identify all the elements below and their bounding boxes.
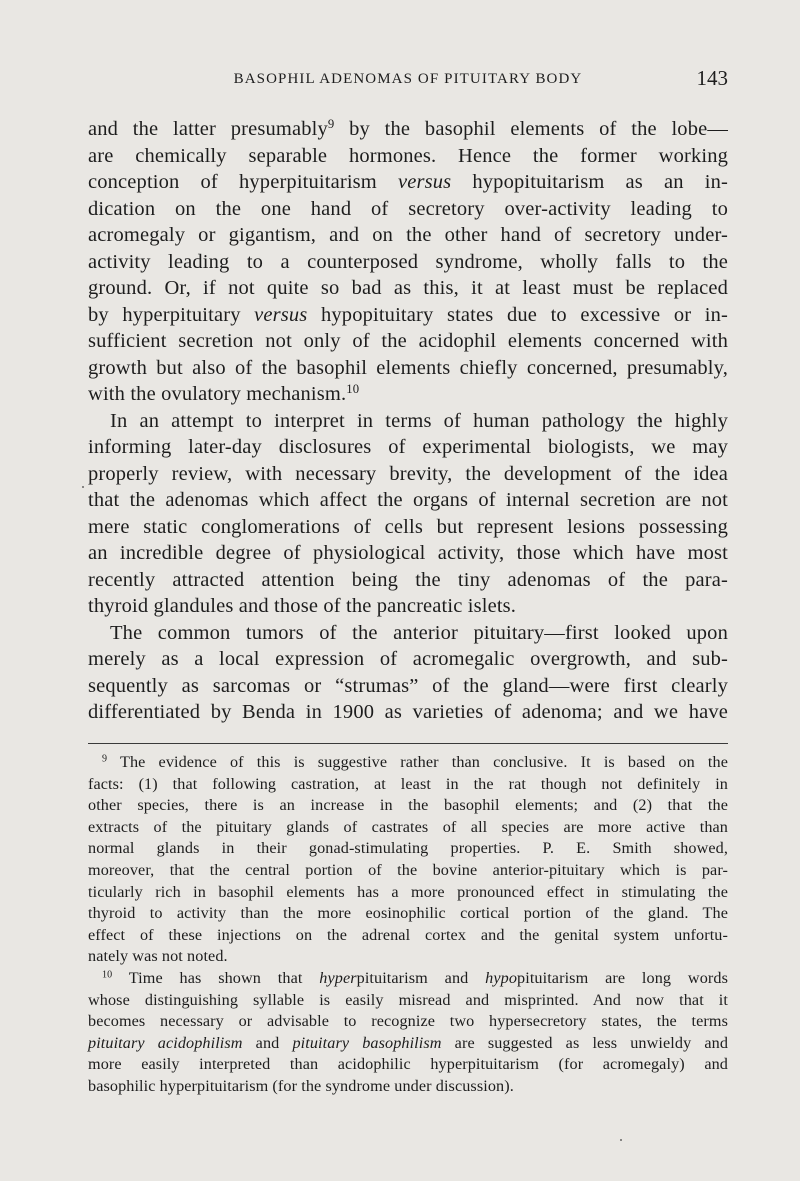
footnote-10-line: whose distinguishing syllable is easily misread and misprinted. And now that it — [88, 990, 728, 1009]
text-line: thyroid glandules and those of the pancreatic islets. — [88, 595, 517, 617]
footnote-9-line: facts: (1) that following castration, at least in the rat though not definitely in — [88, 774, 728, 793]
text-line: growth but also of the basophil elements chiefly concerned, presumably, — [88, 356, 728, 379]
text-line: activity leading to a counterposed syndrome, wholly falls to the — [88, 250, 728, 273]
footnote-9-line: ticularly rich in basophil elements has a more pronounced effect in stimulating the — [88, 882, 728, 901]
running-head — [88, 66, 728, 96]
text-line: In an attempt to interpret in terms of human pathology the highly — [110, 409, 728, 432]
paper-speck — [82, 486, 84, 488]
footnote-10-line: more easily interpreted than acidophilic hyperpituitarism (for acromegaly) and — [88, 1055, 728, 1074]
footnotes — [88, 752, 728, 1098]
text-line: are chemically separable hormones. Hence the former working — [88, 144, 728, 167]
footnote-9-line: nately was not noted. — [88, 947, 228, 966]
footnote-ref-10: 10 — [346, 382, 360, 397]
text-line: merely as a local expression of acromegalic overgrowth, and sub- — [88, 648, 728, 670]
text-line: conception of hyperpituitarism versus hypopituitarism as an in- — [88, 171, 728, 193]
footnote-10-line: basophilic hyperpituitarism (for the syndrome under discussion). — [88, 1076, 514, 1095]
text-line: The common tumors of the anterior pituitary—first looked upon — [110, 621, 728, 644]
text-line: properly review, with necessary brevity, the development of the idea — [88, 462, 728, 485]
footnote-10-line: $^{10}$ Time has shown that hyperpituitarism and hypopituitarism are long words — [102, 968, 728, 987]
footnote-9-line: extracts of the pituitary glands of castrates of all species are more active than — [88, 817, 728, 836]
text-line: informing later-day disclosures of experimental biologists, we may — [88, 436, 728, 458]
footnote-9-line: moreover, that the central portion of the bovine anterior-pituitary which is par- — [88, 860, 728, 879]
body-text — [88, 116, 728, 726]
footnote-9-marker: 9 — [102, 753, 108, 765]
text-line: sufficient secretion not only of the acidophil elements concerned with — [88, 330, 728, 352]
text-line: sequently as sarcomas or “strumas” of the gland—were first clearly — [88, 674, 728, 697]
footnote-9-line: normal glands in their gonad-stimulating properties. P. E. Smith showed, — [88, 839, 728, 858]
footnote-9-line: effect of these injections on the adrenal cortex and the genital system unfortu- — [88, 925, 728, 944]
text-line: by hyperpituitary versus hypopituitary states due to excessive or in- — [88, 303, 728, 326]
text-line: mere static conglomerations of cells but represent lesions possessing — [88, 515, 728, 538]
footnote-9-line: thyroid to activity than the more eosinophilic cortical portion of the gland. The — [88, 904, 728, 923]
page-number: 143 — [696, 66, 728, 90]
footnote-10-marker: 10 — [102, 969, 113, 981]
text-line: ground. Or, if not quite so bad as this, it at least must be replaced — [88, 277, 728, 299]
footnote-10-line: pituitary acidophilism and pituitary basophilism are suggested as less unwieldy and — [88, 1033, 729, 1052]
footnote-ref-9: 9 — [327, 117, 335, 132]
text-line: recently attracted attention being the tiny adenomas of the para- — [88, 568, 728, 591]
text-line: with the ovulatory mechanism.$^{10}$ — [88, 382, 360, 405]
paper-speck — [620, 1139, 622, 1141]
text-line: and the latter presumably$^9$ by the basophil elements of the lobe— — [88, 117, 728, 140]
footnote-divider — [88, 743, 728, 744]
text-line: an incredible degree of physiological activity, those which have most — [88, 542, 728, 564]
text-line: acromegaly or gigantism, and on the other hand of secretory under- — [88, 224, 728, 246]
footnote-10-line: becomes necessary or advisable to recognize two hypersecretory states, the terms — [88, 1012, 728, 1031]
text-line: that the adenomas which affect the organs of internal secretion are not — [88, 489, 728, 511]
text-line: dication on the one hand of secretory over-activity leading to — [88, 197, 728, 220]
footnote-9-line: other species, there is an increase in the basophil elements; and (2) that the — [88, 796, 728, 815]
running-title: BASOPHIL ADENOMAS OF PITUITARY BODY — [233, 71, 583, 87]
text-line: differentiated by Benda in 1900 as varieties of adenoma; and we have — [88, 701, 728, 723]
footnote-9-line: $^9$ The evidence of this is suggestive rather than conclusive. It is based on the — [102, 753, 728, 771]
